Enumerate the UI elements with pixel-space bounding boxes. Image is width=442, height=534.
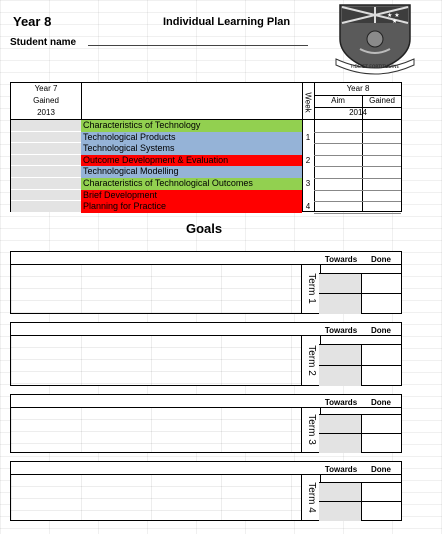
week-number: 3	[305, 179, 311, 188]
row-divider	[314, 213, 401, 214]
towards-checkbox[interactable]	[319, 293, 361, 314]
strand-label: Brief Development	[81, 190, 302, 202]
term-label: Term 3	[305, 414, 317, 445]
year7-gained-cell[interactable]	[11, 132, 81, 143]
strand-label: Outcome Development & Evaluation	[81, 155, 302, 167]
year7-gained-cell[interactable]	[11, 166, 81, 177]
done-checkbox[interactable]	[361, 501, 402, 521]
week-label: Week	[303, 91, 313, 113]
year7-gained-cell[interactable]	[11, 143, 81, 154]
towards-checkbox[interactable]	[319, 482, 361, 502]
strand-label: Planning for Practice	[81, 201, 302, 213]
aim-label: Aim	[331, 96, 345, 105]
towards-checkbox[interactable]	[319, 501, 361, 521]
towards-checkbox[interactable]	[319, 414, 361, 434]
towards-checkbox[interactable]	[319, 344, 361, 365]
goal-block-term-3	[10, 394, 402, 453]
done-header: Done	[371, 398, 391, 407]
year7-gained-cell[interactable]	[11, 201, 81, 212]
week-number: 1	[305, 132, 311, 142]
goal-text-area[interactable]	[11, 264, 301, 313]
done-header: Done	[371, 255, 391, 264]
year7-gained-cell[interactable]	[11, 120, 81, 131]
year8-gained-label: Gained	[369, 96, 395, 105]
goal-text-area[interactable]	[11, 474, 301, 520]
done-checkbox[interactable]	[361, 414, 402, 434]
year7-gained-cell[interactable]	[11, 190, 81, 201]
year7-year: 2013	[37, 108, 55, 117]
row-divider	[314, 155, 401, 156]
student-name-label: Student name	[10, 37, 77, 48]
term-column	[301, 407, 321, 452]
term-column	[301, 335, 321, 385]
student-name-field[interactable]	[88, 45, 308, 46]
done-checkbox[interactable]	[361, 273, 402, 294]
towards-checkbox[interactable]	[319, 365, 361, 386]
strand-label: Characteristics of Technology	[81, 120, 302, 132]
technology-strands-table	[10, 82, 402, 212]
towards-header: Towards	[324, 465, 358, 474]
done-checkbox[interactable]	[361, 482, 402, 502]
year7-gained-cell[interactable]	[11, 178, 81, 189]
towards-header: Towards	[324, 398, 358, 407]
term-label: Term 1	[305, 273, 317, 304]
term-label: Term 2	[305, 344, 317, 376]
row-divider	[314, 201, 401, 202]
strand-label: Technological Products	[81, 132, 302, 144]
term-label: Term 4	[305, 481, 317, 513]
goal-block-term-2	[10, 322, 402, 386]
done-header: Done	[371, 465, 391, 474]
row-divider	[314, 132, 401, 133]
strand-label: Technological Systems	[81, 143, 302, 155]
term-column	[301, 474, 321, 520]
year7-gained-label: Gained	[33, 96, 59, 105]
year7-label: Year 7	[34, 84, 58, 93]
towards-checkbox[interactable]	[319, 433, 361, 453]
done-checkbox[interactable]	[361, 433, 402, 453]
row-divider	[314, 190, 401, 191]
towards-header: Towards	[324, 255, 358, 264]
goals-heading: Goals	[186, 221, 223, 236]
goal-block-term-4	[10, 461, 402, 521]
year8-label: Year 8	[346, 84, 370, 93]
school-crest-logo	[330, 1, 420, 75]
year8-year: 2014	[349, 108, 367, 117]
towards-header: Towards	[324, 326, 358, 335]
week-number: 2	[305, 155, 311, 165]
term-column	[301, 264, 321, 313]
strand-label: Characteristics of Technological Outcomes	[81, 178, 302, 190]
svg-text:★: ★	[392, 18, 398, 25]
done-checkbox[interactable]	[361, 365, 402, 386]
done-header: Done	[371, 326, 391, 335]
year7-gained-cell[interactable]	[11, 155, 81, 166]
plan-title: Individual Learning Plan	[163, 16, 291, 28]
goal-block-term-1	[10, 251, 402, 314]
row-divider	[314, 178, 401, 179]
crest-motto: FIDE ET FORTITUDINE	[350, 65, 400, 70]
svg-text:★ ★: ★ ★	[387, 12, 400, 19]
goal-text-area[interactable]	[11, 335, 301, 385]
done-checkbox[interactable]	[361, 344, 402, 365]
row-divider	[314, 143, 401, 144]
done-checkbox[interactable]	[361, 293, 402, 314]
year-heading: Year 8	[13, 14, 52, 29]
goal-text-area[interactable]	[11, 407, 301, 452]
row-divider	[314, 166, 401, 167]
towards-checkbox[interactable]	[319, 273, 361, 294]
strand-label: Technological Modelling	[81, 166, 302, 178]
week-number: 4	[305, 202, 311, 212]
